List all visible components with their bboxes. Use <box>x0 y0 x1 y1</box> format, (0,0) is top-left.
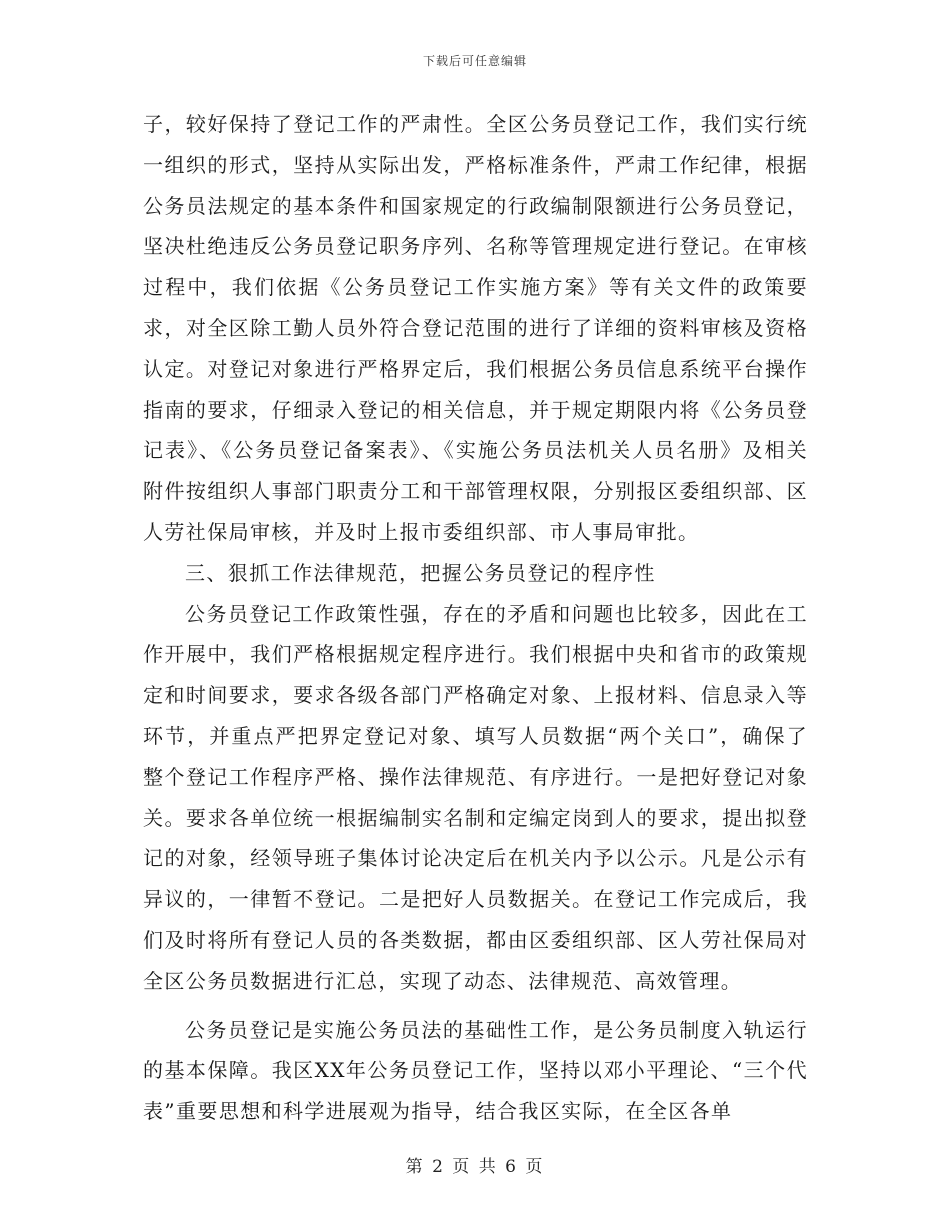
paragraph-continuation: 子，较好保持了登记工作的严肃性。全区公务员登记工作，我们实行统一组织的形式，坚持从实际出发，严格标准条件，严肃工作纪律，根据公务员法规定的基本条件和国家规定的行政编制限额进行公务员登记，坚决杜绝违反公务员登记职务序列、名称等管理规定进行登记。在审核过程中，我们依据《公务员登记工作实施方案》等有关文件的政策要求，对全区除工勤人员外符合登记范围的进行了详细的资料审核及资格认定。对登记对象进行严格界定后，我们根据公务员信息系统平台操作指南的要求，仔细录入登记的相关信息，并于规定期限内将《公务员登记表》、《公务员登记备案表》、《实施公务员法机关人员名册》及相关附件按组织人事部门职责分工和干部管理权限，分别报区委组织部、区人劳社保局审核，并及时上报市委组织部、市人事局审批。 <box>143 112 808 544</box>
document-body <box>143 104 808 1132</box>
paragraph-summary: 公务员登记是实施公务员法的基础性工作，是公务员制度入轨运行的基本保障。我区XX年公务员登记工作，坚持以邓小平理论、“三个代表”重要思想和科学进展观为指导，结合我区实际，在全区各单 <box>143 1017 808 1124</box>
paragraph-procedure: 公务员登记工作政策性强，存在的矛盾和问题也比较多，因此在工作开展中，我们严格根据规定程序进行。我们根据中央和省市的政策规定和时间要求，要求各级各部门严格确定对象、上报材料、信息录入等环节，并重点严把界定登记对象、填写人员数据“两个关口”，确保了整个登记工作程序严格、操作法律规范、有序进行。一是把好登记对象关。要求各单位统一根据编制实名制和定编定岗到人的要求，提出拟登记的对象，经领导班子集体讨论决定后在机关内予以公示。凡是公示有异议的，一律暂不登记。二是把好人员数据关。在登记工作完成后，我们及时将所有登记人员的各类数据，都由区委组织部、区人劳社保局对全区公务员数据进行汇总，实现了动态、法律规范、高效管理。 <box>143 601 808 993</box>
page-header: 下载后可任意编辑 <box>422 54 527 68</box>
page-number: 第 2 页 共 6 页 <box>405 1157 545 1177</box>
section-heading: 三、狠抓工作法律规范，把握公务员登记的程序性 <box>185 560 656 585</box>
